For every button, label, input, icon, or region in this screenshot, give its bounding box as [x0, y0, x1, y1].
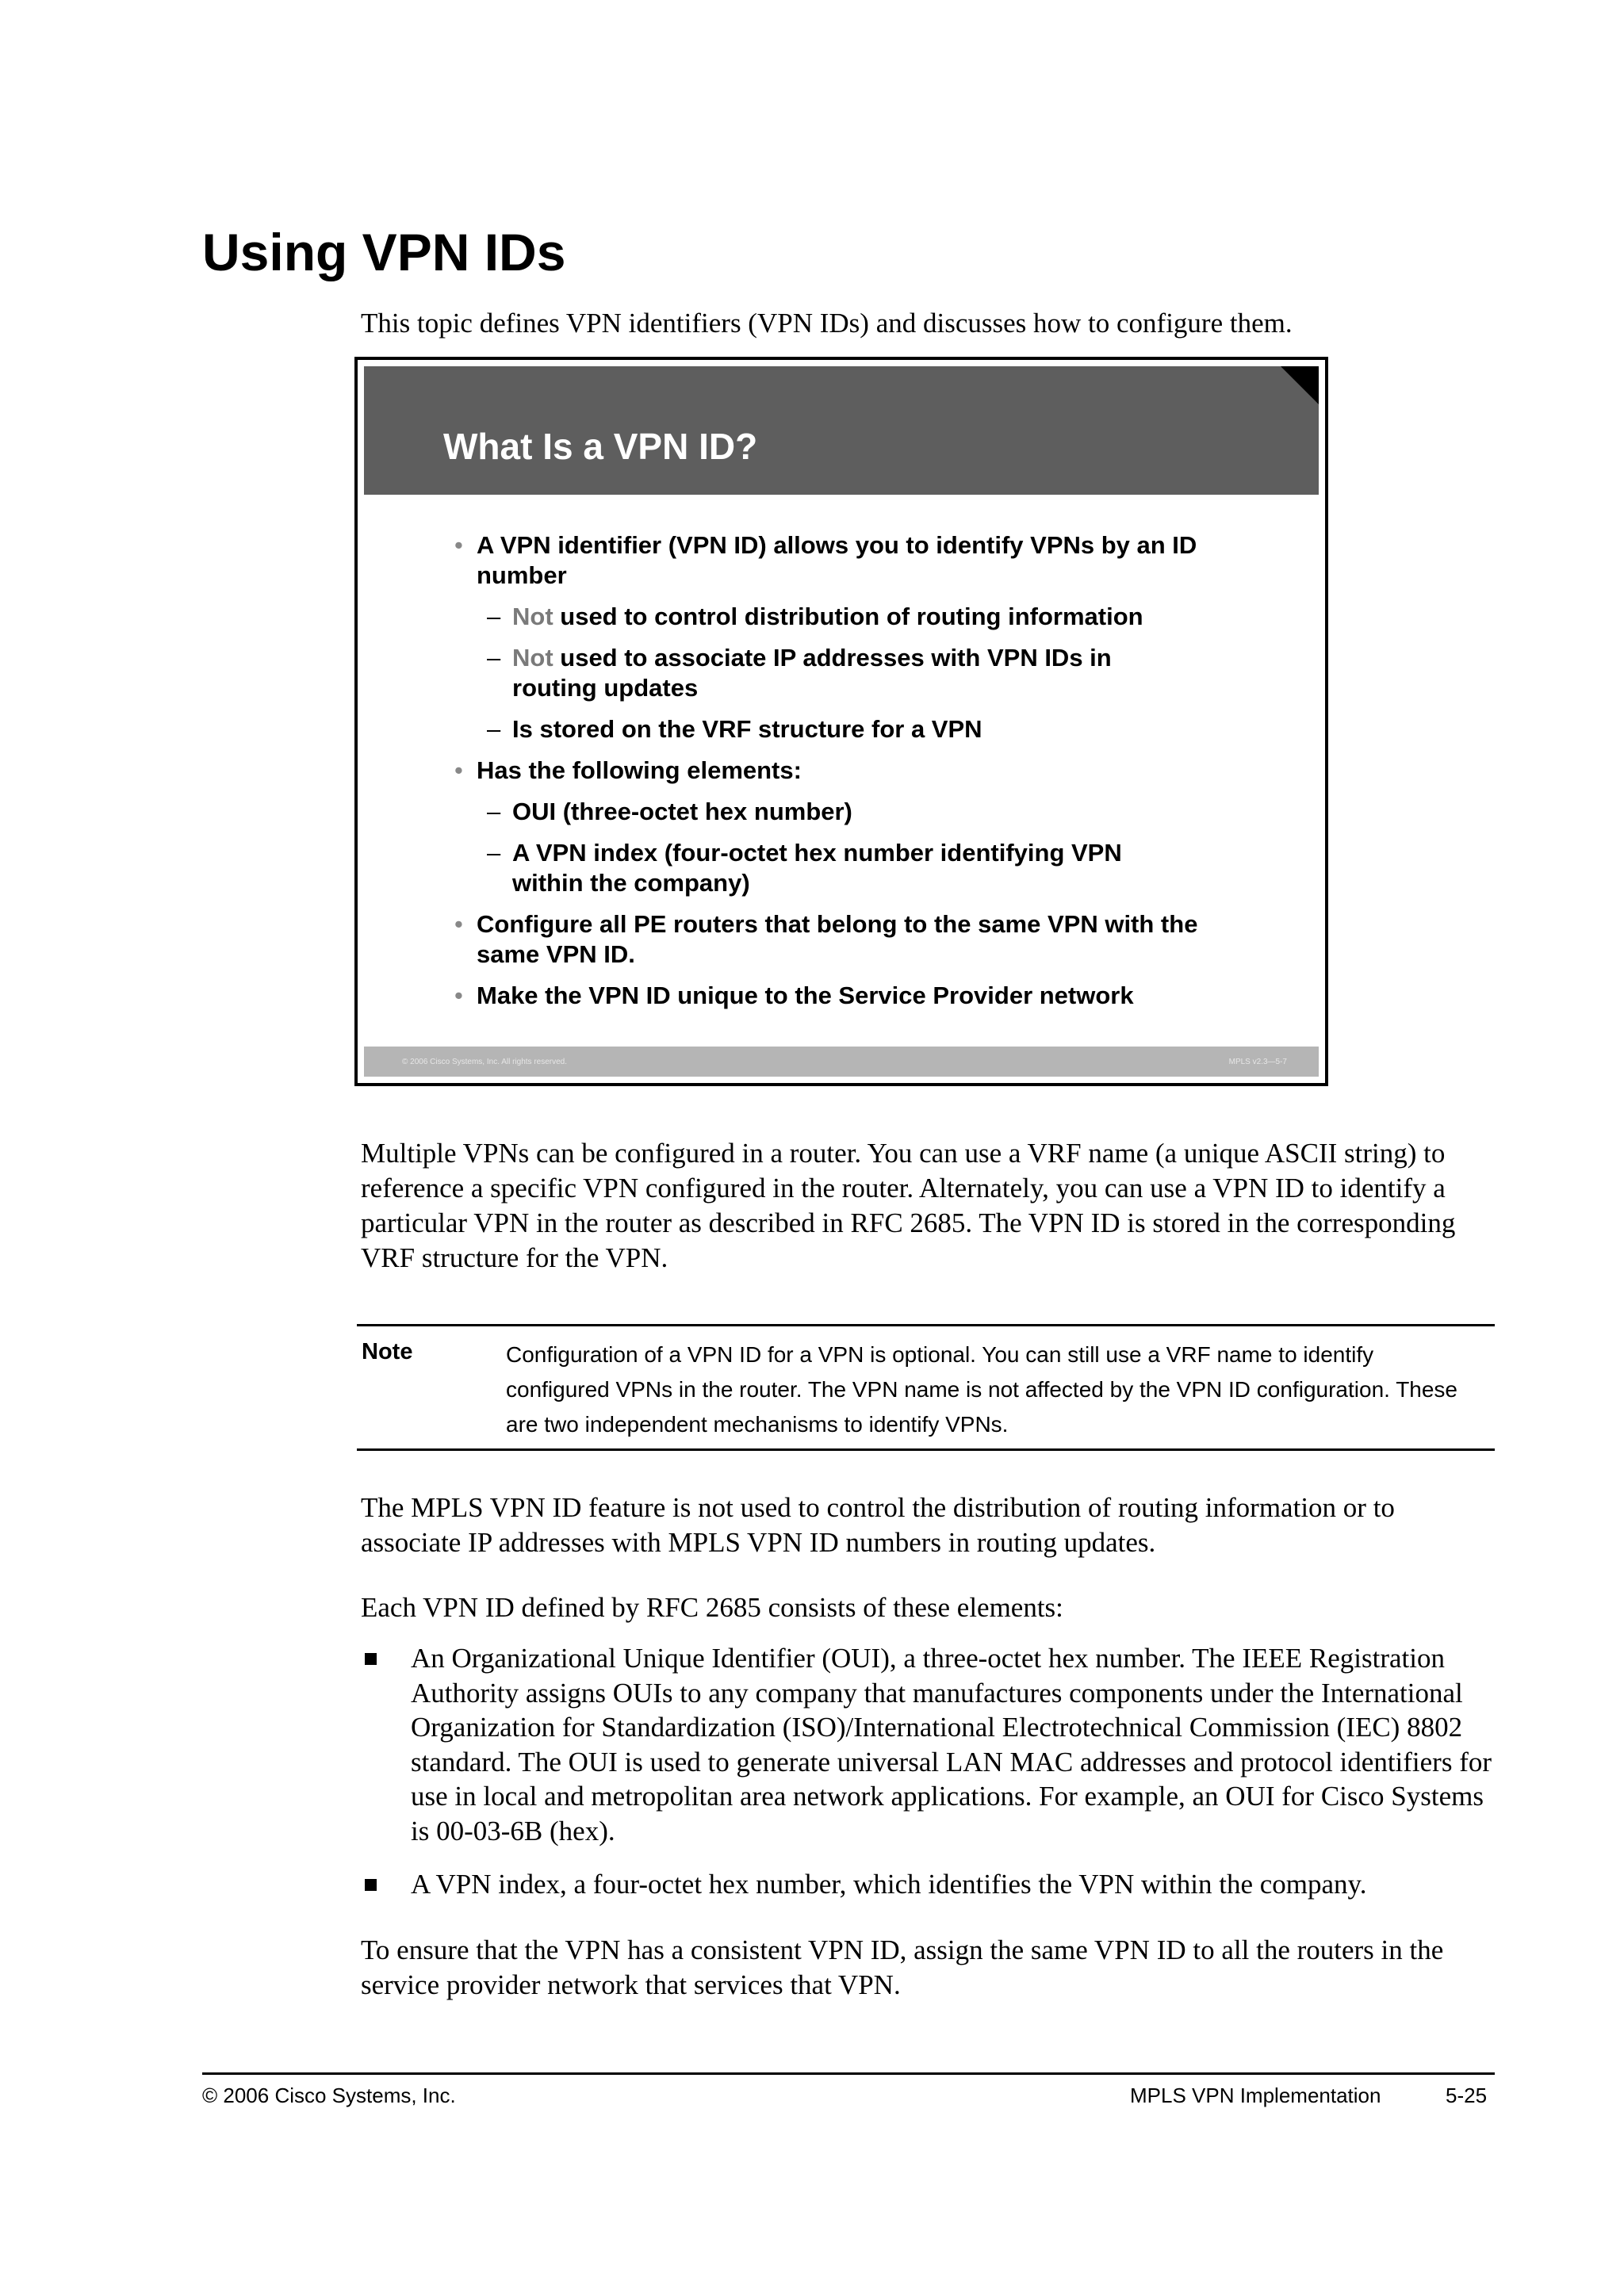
- dash-icon: –: [487, 839, 501, 867]
- paragraph: Each VPN ID defined by RFC 2685 consists of these elements:: [361, 1592, 1063, 1623]
- slide-title: What Is a VPN ID?: [443, 426, 758, 467]
- dash-icon: –: [487, 603, 501, 630]
- bullet-icon: •: [454, 531, 463, 559]
- slide-bullet: [454, 909, 1206, 970]
- bullet-icon: •: [454, 982, 463, 1009]
- square-bullet-icon: [365, 1879, 377, 1891]
- footer-divider: [202, 2072, 1495, 2075]
- slide-subbullet-text: used to control distribution of routing information: [553, 603, 1143, 630]
- slide-footer: [364, 1047, 1319, 1077]
- list-item-text: A VPN index, a four-octet hex number, which identifies the VPN within the company.: [411, 1869, 1367, 1900]
- bullet-icon: •: [454, 756, 463, 784]
- note-text: Configuration of a VPN ID for a VPN is optional. You can still use a VRF name to identify configured VPNs in the router. The VPN name is not affected by the VPN ID configuration. These are two independent mechanisms to identify VPNs.: [506, 1342, 1458, 1437]
- intro-text: This topic defines VPN identifiers (VPN IDs) and discusses how to configure them.: [361, 308, 1293, 339]
- list-item-text: An Organizational Unique Identifier (OUI), a three-octet hex number. The IEEE Registration Authority assigns OUIs to any company that manufactures components under the International Organization for Standardization (ISO)/International Electrotechnical Commission (IEC) 8802 standard. The OUI is used to generate universal LAN MAC addresses and protocol identifiers for use in local and metropolitan area network applications. For example, an OUI for Cisco Systems is 00-03-6B (hex).: [411, 1643, 1492, 1846]
- slide-not-prefix: Not: [512, 644, 553, 672]
- slide-footer-copyright: © 2006 Cisco Systems, Inc. All rights reserved.: [402, 1058, 568, 1066]
- slide-bullet-text: Make the VPN ID unique to the Service Provider network: [477, 982, 1134, 1009]
- slide-corner-decoration: [1281, 366, 1319, 404]
- dash-icon: –: [487, 715, 501, 743]
- slide-subbullet-text: used to associate IP addresses with VPN IDs in routing updates: [512, 644, 1112, 702]
- slide-footer-code: MPLS v2.3—5-7: [1228, 1058, 1287, 1066]
- slide-bullet-text: Configure all PE routers that belong to the same VPN with the same VPN ID.: [477, 910, 1198, 968]
- footer-book-title: MPLS VPN Implementation: [1130, 2084, 1381, 2107]
- slide-subbullet: [487, 602, 1194, 632]
- slide-bullet: [454, 756, 1206, 786]
- slide-subbullet-text: Is stored on the VRF structure for a VPN: [512, 715, 982, 743]
- dash-icon: –: [487, 644, 501, 672]
- dash-icon: –: [487, 798, 501, 825]
- footer-copyright: © 2006 Cisco Systems, Inc.: [202, 2084, 456, 2107]
- slide-subbullet: [487, 643, 1194, 703]
- slide-subbullet: [487, 714, 1194, 744]
- page-title: Using VPN IDs: [202, 223, 566, 281]
- paragraph: The MPLS VPN ID feature is not used to control the distribution of routing information or to associate IP addresses with MPLS VPN ID numbers in routing updates.: [361, 1492, 1395, 1558]
- slide-bullet-text: Has the following elements:: [477, 756, 802, 784]
- square-bullet-icon: [365, 1653, 377, 1665]
- slide-subbullet-text: OUI (three-octet hex number): [512, 798, 852, 825]
- slide-header: [364, 366, 1319, 495]
- paragraph: Multiple VPNs can be configured in a router. You can use a VRF name (a unique ASCII string) to reference a specific VPN configured in the router. Alternately, you can use a VPN ID to identify a particular VPN in the router as described in RFC 2685. The VPN ID is stored in the corresponding VRF structure for the VPN.: [361, 1138, 1456, 1273]
- note-label: Note: [362, 1339, 413, 1364]
- slide-bullet: [454, 981, 1206, 1011]
- slide-not-prefix: Not: [512, 603, 553, 630]
- list-item: [411, 1641, 1497, 1848]
- slide-subbullet-text: A VPN index (four-octet hex number identifying VPN within the company): [512, 839, 1122, 897]
- slide-figure: [354, 357, 1328, 1086]
- slide-subbullet: [487, 838, 1194, 898]
- footer-page-number: 5-25: [1446, 2084, 1488, 2107]
- slide-subbullet: [487, 797, 1194, 827]
- list-item: [411, 1867, 1497, 1902]
- slide-bullet-text: A VPN identifier (VPN ID) allows you to identify VPNs by an ID number: [477, 531, 1197, 589]
- paragraph: To ensure that the VPN has a consistent VPN ID, assign the same VPN ID to all the routers in the service provider network that services that VPN.: [361, 1934, 1444, 2000]
- note-box: [357, 1324, 1495, 1451]
- bullet-icon: •: [454, 910, 463, 938]
- slide-bullet: [454, 530, 1206, 591]
